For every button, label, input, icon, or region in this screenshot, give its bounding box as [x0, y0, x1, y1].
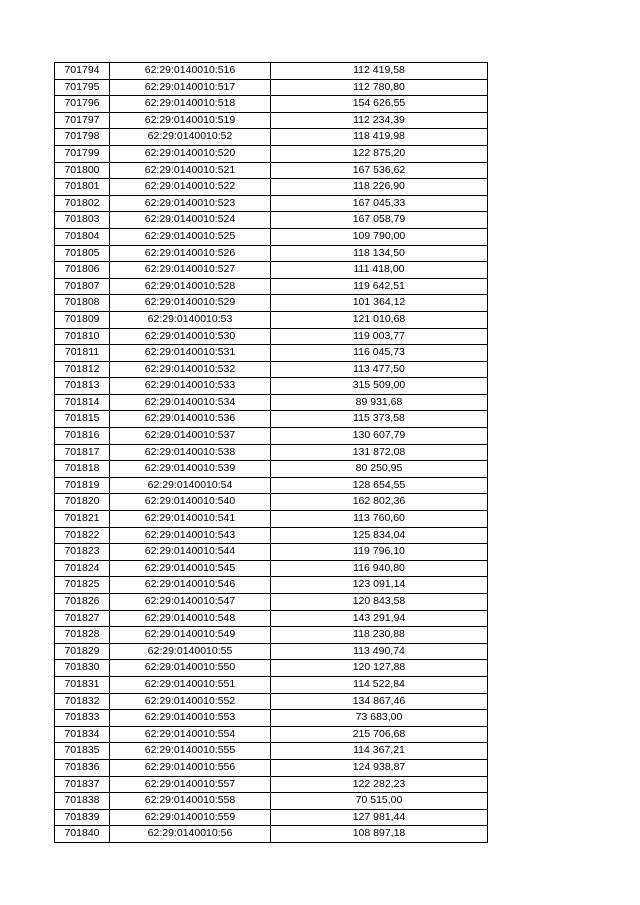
table-row [55, 129, 488, 146]
value-cell: 119 003,77 [271, 328, 488, 345]
cadastral-number-cell: 62:29:0140010:550 [110, 660, 271, 677]
cadastral-number-cell: 62:29:0140010:552 [110, 693, 271, 710]
table-row [55, 511, 488, 528]
value-cell: 112 419,58 [271, 63, 488, 80]
cadastral-number-cell: 62:29:0140010:546 [110, 577, 271, 594]
table-row [55, 444, 488, 461]
value-cell: 143 291,94 [271, 610, 488, 627]
value-cell: 120 127,88 [271, 660, 488, 677]
table-row [55, 461, 488, 478]
table-row [55, 345, 488, 362]
value-cell: 114 522,84 [271, 676, 488, 693]
value-cell: 162 802,36 [271, 494, 488, 511]
row-id-cell: 701835 [55, 743, 110, 760]
table-row [55, 428, 488, 445]
value-cell: 113 477,50 [271, 361, 488, 378]
cadastral-number-cell: 62:29:0140010:553 [110, 710, 271, 727]
row-id-cell: 701829 [55, 643, 110, 660]
cadastral-number-cell: 62:29:0140010:534 [110, 394, 271, 411]
cadastral-number-cell: 62:29:0140010:55 [110, 643, 271, 660]
value-cell: 121 010,68 [271, 311, 488, 328]
row-id-cell: 701801 [55, 179, 110, 196]
row-id-cell: 701814 [55, 394, 110, 411]
value-cell: 154 626,55 [271, 96, 488, 113]
cadastral-number-cell: 62:29:0140010:529 [110, 295, 271, 312]
cadastral-number-cell: 62:29:0140010:520 [110, 145, 271, 162]
value-cell: 128 654,55 [271, 477, 488, 494]
table-row [55, 228, 488, 245]
cadastral-number-cell: 62:29:0140010:551 [110, 676, 271, 693]
table-row [55, 809, 488, 826]
table-row [55, 726, 488, 743]
value-cell: 118 230,88 [271, 627, 488, 644]
value-cell: 130 607,79 [271, 428, 488, 445]
value-cell: 113 760,60 [271, 511, 488, 528]
row-id-cell: 701796 [55, 96, 110, 113]
value-cell: 119 642,51 [271, 278, 488, 295]
cadastral-number-cell: 62:29:0140010:54 [110, 477, 271, 494]
value-cell: 134 867,46 [271, 693, 488, 710]
cadastral-number-cell: 62:29:0140010:554 [110, 726, 271, 743]
value-cell: 122 282,23 [271, 776, 488, 793]
cadastral-number-cell: 62:29:0140010:518 [110, 96, 271, 113]
cadastral-number-cell: 62:29:0140010:557 [110, 776, 271, 793]
value-cell: 112 780,80 [271, 79, 488, 96]
value-cell: 80 250,95 [271, 461, 488, 478]
value-cell: 127 981,44 [271, 809, 488, 826]
cadastral-number-cell: 62:29:0140010:545 [110, 560, 271, 577]
row-id-cell: 701831 [55, 676, 110, 693]
value-cell: 167 058,79 [271, 212, 488, 229]
cadastral-number-cell: 62:29:0140010:527 [110, 262, 271, 279]
row-id-cell: 701817 [55, 444, 110, 461]
table-row [55, 378, 488, 395]
value-cell: 73 683,00 [271, 710, 488, 727]
row-id-cell: 701800 [55, 162, 110, 179]
table-row [55, 793, 488, 810]
cadastral-number-cell: 62:29:0140010:547 [110, 594, 271, 611]
table-row [55, 560, 488, 577]
value-cell: 215 706,68 [271, 726, 488, 743]
row-id-cell: 701815 [55, 411, 110, 428]
table-row [55, 676, 488, 693]
row-id-cell: 701816 [55, 428, 110, 445]
table-row [55, 63, 488, 80]
table-row [55, 112, 488, 129]
row-id-cell: 701827 [55, 610, 110, 627]
table-row [55, 394, 488, 411]
row-id-cell: 701822 [55, 527, 110, 544]
table-row [55, 361, 488, 378]
cadastral-number-cell: 62:29:0140010:526 [110, 245, 271, 262]
cadastral-number-cell: 62:29:0140010:525 [110, 228, 271, 245]
cadastral-number-cell: 62:29:0140010:523 [110, 195, 271, 212]
table-row [55, 245, 488, 262]
value-cell: 315 509,00 [271, 378, 488, 395]
cadastral-number-cell: 62:29:0140010:555 [110, 743, 271, 760]
table-row [55, 311, 488, 328]
row-id-cell: 701828 [55, 627, 110, 644]
row-id-cell: 701809 [55, 311, 110, 328]
cadastral-number-cell: 62:29:0140010:533 [110, 378, 271, 395]
cadastral-number-cell: 62:29:0140010:53 [110, 311, 271, 328]
table-row [55, 411, 488, 428]
value-cell: 116 940,80 [271, 560, 488, 577]
cadastral-number-cell: 62:29:0140010:528 [110, 278, 271, 295]
value-cell: 119 796,10 [271, 544, 488, 561]
row-id-cell: 701803 [55, 212, 110, 229]
cadastral-number-cell: 62:29:0140010:541 [110, 511, 271, 528]
value-cell: 116 045,73 [271, 345, 488, 362]
cadastral-number-cell: 62:29:0140010:519 [110, 112, 271, 129]
cadastral-number-cell: 62:29:0140010:517 [110, 79, 271, 96]
row-id-cell: 701839 [55, 809, 110, 826]
value-cell: 123 091,14 [271, 577, 488, 594]
value-cell: 118 419,98 [271, 129, 488, 146]
value-cell: 89 931,68 [271, 394, 488, 411]
table-row [55, 693, 488, 710]
value-cell: 112 234,39 [271, 112, 488, 129]
table-row [55, 577, 488, 594]
row-id-cell: 701820 [55, 494, 110, 511]
row-id-cell: 701837 [55, 776, 110, 793]
row-id-cell: 701799 [55, 145, 110, 162]
table-row [55, 494, 488, 511]
row-id-cell: 701808 [55, 295, 110, 312]
row-id-cell: 701813 [55, 378, 110, 395]
cadastral-number-cell: 62:29:0140010:539 [110, 461, 271, 478]
cadastral-number-cell: 62:29:0140010:522 [110, 179, 271, 196]
cadastral-number-cell: 62:29:0140010:532 [110, 361, 271, 378]
table-row [55, 96, 488, 113]
value-cell: 108 897,18 [271, 826, 488, 843]
row-id-cell: 701832 [55, 693, 110, 710]
value-cell: 118 134,50 [271, 245, 488, 262]
value-cell: 167 045,33 [271, 195, 488, 212]
value-cell: 101 364,12 [271, 295, 488, 312]
row-id-cell: 701823 [55, 544, 110, 561]
row-id-cell: 701811 [55, 345, 110, 362]
cadastral-number-cell: 62:29:0140010:538 [110, 444, 271, 461]
row-id-cell: 701802 [55, 195, 110, 212]
cadastral-number-cell: 62:29:0140010:531 [110, 345, 271, 362]
cadastral-number-cell: 62:29:0140010:530 [110, 328, 271, 345]
row-id-cell: 701810 [55, 328, 110, 345]
row-id-cell: 701833 [55, 710, 110, 727]
cadastral-number-cell: 62:29:0140010:516 [110, 63, 271, 80]
value-cell: 120 843,58 [271, 594, 488, 611]
row-id-cell: 701812 [55, 361, 110, 378]
table-row [55, 610, 488, 627]
value-cell: 118 226,90 [271, 179, 488, 196]
cadastral-value-table [54, 62, 488, 843]
table-row [55, 278, 488, 295]
row-id-cell: 701797 [55, 112, 110, 129]
table-row [55, 262, 488, 279]
cadastral-number-cell: 62:29:0140010:556 [110, 759, 271, 776]
row-id-cell: 701826 [55, 594, 110, 611]
table-row [55, 179, 488, 196]
table-row [55, 710, 488, 727]
row-id-cell: 701824 [55, 560, 110, 577]
table-row [55, 328, 488, 345]
table-row [55, 195, 488, 212]
table-row [55, 212, 488, 229]
row-id-cell: 701807 [55, 278, 110, 295]
value-cell: 131 872,08 [271, 444, 488, 461]
cadastral-number-cell: 62:29:0140010:558 [110, 793, 271, 810]
value-cell: 109 790,00 [271, 228, 488, 245]
table-row [55, 627, 488, 644]
value-cell: 167 536,62 [271, 162, 488, 179]
row-id-cell: 701806 [55, 262, 110, 279]
table-row [55, 759, 488, 776]
table-row [55, 776, 488, 793]
cadastral-number-cell: 62:29:0140010:56 [110, 826, 271, 843]
row-id-cell: 701838 [55, 793, 110, 810]
row-id-cell: 701818 [55, 461, 110, 478]
table-row [55, 145, 488, 162]
row-id-cell: 701798 [55, 129, 110, 146]
cadastral-number-cell: 62:29:0140010:537 [110, 428, 271, 445]
table-row [55, 594, 488, 611]
value-cell: 113 490,74 [271, 643, 488, 660]
row-id-cell: 701794 [55, 63, 110, 80]
cadastral-number-cell: 62:29:0140010:559 [110, 809, 271, 826]
cadastral-number-cell: 62:29:0140010:544 [110, 544, 271, 561]
value-cell: 124 938,87 [271, 759, 488, 776]
row-id-cell: 701840 [55, 826, 110, 843]
row-id-cell: 701821 [55, 511, 110, 528]
cadastral-number-cell: 62:29:0140010:549 [110, 627, 271, 644]
row-id-cell: 701834 [55, 726, 110, 743]
row-id-cell: 701836 [55, 759, 110, 776]
value-cell: 114 367,21 [271, 743, 488, 760]
cadastral-number-cell: 62:29:0140010:540 [110, 494, 271, 511]
table-row [55, 743, 488, 760]
row-id-cell: 701819 [55, 477, 110, 494]
table-row [55, 477, 488, 494]
row-id-cell: 701795 [55, 79, 110, 96]
document-page [54, 62, 487, 843]
value-cell: 122 875,20 [271, 145, 488, 162]
value-cell: 125 834,04 [271, 527, 488, 544]
value-cell: 70 515,00 [271, 793, 488, 810]
cadastral-number-cell: 62:29:0140010:536 [110, 411, 271, 428]
row-id-cell: 701804 [55, 228, 110, 245]
table-row [55, 79, 488, 96]
row-id-cell: 701830 [55, 660, 110, 677]
value-cell: 111 418,00 [271, 262, 488, 279]
table-row [55, 162, 488, 179]
cadastral-number-cell: 62:29:0140010:543 [110, 527, 271, 544]
value-cell: 115 373,58 [271, 411, 488, 428]
cadastral-number-cell: 62:29:0140010:524 [110, 212, 271, 229]
cadastral-number-cell: 62:29:0140010:521 [110, 162, 271, 179]
table-row [55, 826, 488, 843]
row-id-cell: 701805 [55, 245, 110, 262]
table-body [55, 63, 488, 843]
table-row [55, 660, 488, 677]
table-row [55, 643, 488, 660]
cadastral-number-cell: 62:29:0140010:548 [110, 610, 271, 627]
row-id-cell: 701825 [55, 577, 110, 594]
table-row [55, 295, 488, 312]
table-row [55, 544, 488, 561]
cadastral-number-cell: 62:29:0140010:52 [110, 129, 271, 146]
table-row [55, 527, 488, 544]
